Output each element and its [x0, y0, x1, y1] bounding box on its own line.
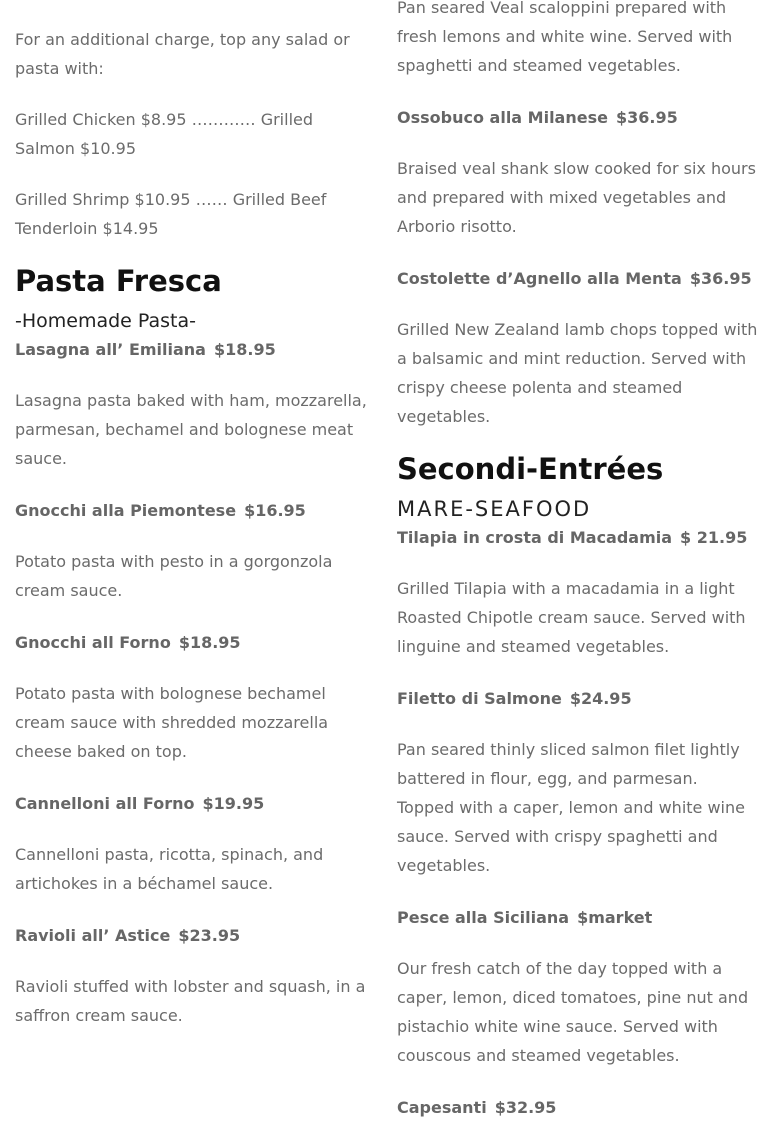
item-price: $19.95 [202, 794, 265, 813]
section-title-secondi: Secondi-Entrées [397, 452, 664, 486]
item-name: Lasagna all’ Emiliana [15, 340, 206, 359]
item-name: Tilapia in crosta di Macadamia [397, 528, 673, 547]
item-name: Pesce alla Siciliana [397, 908, 570, 927]
item-price: $36.95 [689, 269, 752, 288]
item-description: Grilled Tilapia with a macadamia in a light Roasted Chipotle cream sauce. Served with linguine and steamed vegetables. [397, 579, 746, 656]
item-price: $36.95 [615, 108, 678, 127]
item-name: Capesanti [397, 1098, 487, 1117]
item-description: Grilled New Zealand lamb chops topped with a balsamic and mint reduction. Served with crispy cheese polenta and steamed vegetables. [397, 320, 758, 426]
item-description: Our fresh catch of the day topped with a caper, lemon, diced tomatoes, pine nut and pistachio white wine sauce. Served with couscous and steamed vegetables. [397, 959, 749, 1065]
item-price: $16.95 [244, 501, 306, 520]
menu-item-title [397, 103, 759, 132]
addon-line: Grilled Chicken $8.95 ………… Grilled Salmon $10.95 [15, 110, 314, 158]
item-name: Cannelloni all Forno [15, 794, 195, 813]
item-description: Pan seared thinly sliced salmon filet lightly battered in flour, egg, and parmesan. Topped with a caper, lemon and white wine sauce. Served with crispy spaghetti and vegetables. [397, 740, 745, 875]
item-name: Ossobuco alla Milanese [397, 108, 608, 127]
item-description: Potato pasta with bolognese bechamel cream sauce with shredded mozzarella cheese baked on top. [15, 684, 329, 761]
item-price: $ 21.95 [680, 528, 748, 547]
menu-item-title [397, 684, 759, 713]
right-column [397, 0, 759, 1122]
item-description: Cannelloni pasta, ricotta, spinach, and artichokes in a béchamel sauce. [15, 845, 324, 893]
item-name: Gnocchi all Forno [15, 633, 171, 652]
item-name: Ravioli all’ Astice [15, 926, 171, 945]
item-description: Pan seared Veal scaloppini prepared with fresh lemons and white wine. Served with spaghetti and steamed vegetables. [397, 0, 733, 75]
item-price: $18.95 [213, 340, 276, 359]
menu-item-title [397, 903, 759, 932]
item-price: $23.95 [178, 926, 241, 945]
item-price: $32.95 [494, 1098, 557, 1117]
menu-item-title [397, 1093, 759, 1122]
menu-item-title [15, 496, 375, 525]
item-description: Lasagna pasta baked with ham, mozzarella, parmesan, bechamel and bolognese meat sauce. [15, 391, 367, 468]
left-column [15, 25, 375, 1030]
menu-item-title [15, 628, 375, 657]
menu-item-title [15, 335, 375, 364]
addon-line: Grilled Shrimp $10.95 …… Grilled Beef Tenderloin $14.95 [15, 190, 327, 238]
section-title-pasta-fresca: Pasta Fresca [15, 264, 222, 298]
section-subtitle: MARE-SEAFOOD [397, 497, 592, 521]
item-price: $18.95 [178, 633, 241, 652]
item-name: Costolette d’Agnello alla Menta [397, 269, 682, 288]
menu-item-title [397, 523, 759, 552]
item-description: Braised veal shank slow cooked for six hours and prepared with mixed vegetables and Arborio risotto. [397, 159, 756, 236]
item-price: $market [577, 908, 653, 927]
addon-intro: For an additional charge, top any salad or pasta with: [15, 30, 350, 78]
item-description: Potato pasta with pesto in a gorgonzola cream sauce. [15, 552, 333, 600]
item-price: $24.95 [569, 689, 632, 708]
section-subtitle: -Homemade Pasta- [15, 310, 197, 332]
menu-item-title [397, 264, 759, 293]
item-description: Ravioli stuffed with lobster and squash, in a saffron cream sauce. [15, 977, 366, 1025]
menu-item-title [15, 789, 375, 818]
item-name: Filetto di Salmone [397, 689, 562, 708]
menu-item-title [15, 921, 375, 950]
item-name: Gnocchi alla Piemontese [15, 501, 237, 520]
